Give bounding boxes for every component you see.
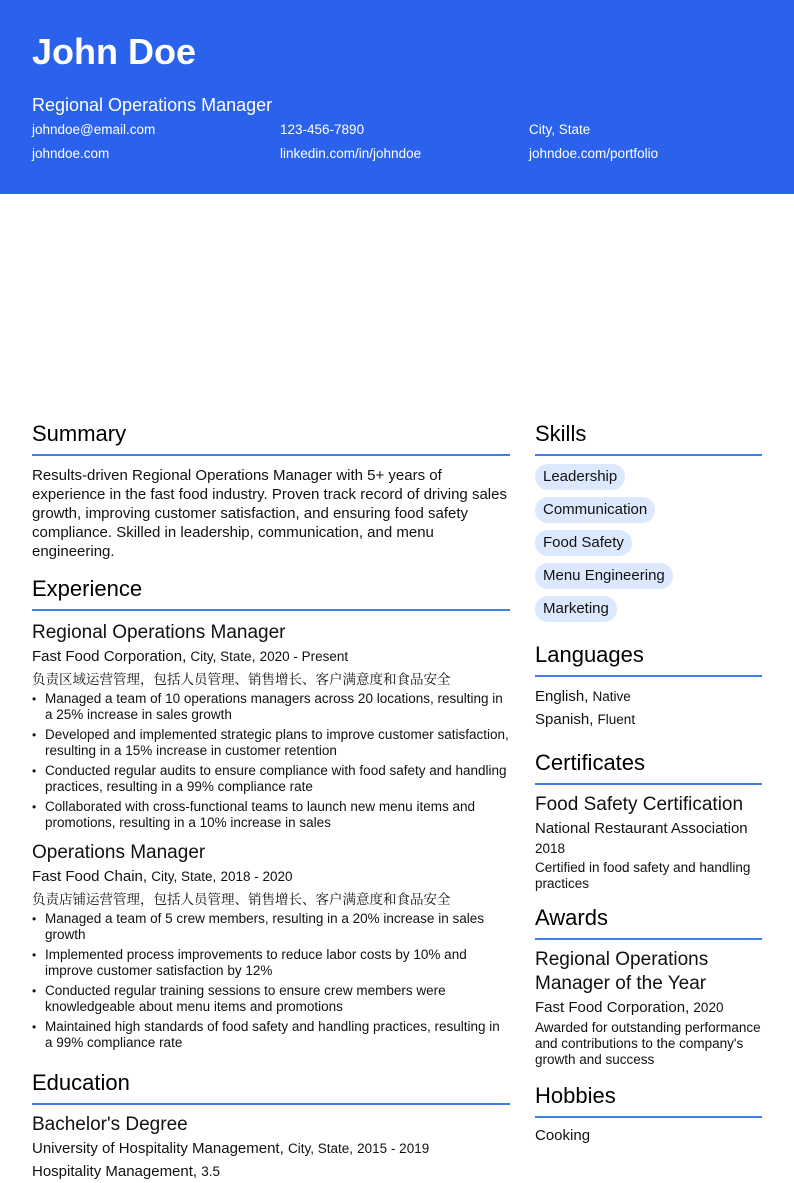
certificates-heading: Certificates — [535, 749, 762, 785]
certificate-name: Food Safety Certification — [535, 794, 744, 815]
award-issuer: Fast Food Corporation, — [535, 999, 690, 1016]
certificate-issuer: National Restaurant Association — [535, 820, 748, 837]
language-name: Spanish, — [535, 711, 594, 728]
job-bullet: • Maintained high standards of food safety and handling practices, resulting in a 99% compliance rate — [45, 1019, 510, 1051]
job-role: Regional Operations Manager — [32, 622, 286, 643]
summary-text: Results-driven Regional Operations Manager with 5+ years of experience in the fast food industry. Proven track record of driving sales growth, improving customer satisfaction, and ensuring food safety compliance. Skilled in leadership, communication, and menu engineering. — [32, 467, 507, 560]
certificate-description: Certified in food safety and handling practices — [535, 860, 751, 891]
job-bullet: • Conducted regular audits to ensure compliance with food safety and handling practices, resulting in a 99% compliance rate — [45, 763, 510, 795]
job-bullets — [32, 911, 510, 1051]
certificate-year: 2018 — [535, 841, 566, 856]
award-year: 2020 — [693, 1000, 724, 1015]
education-field-line — [32, 1160, 510, 1183]
contact-location: City, State — [529, 122, 591, 137]
contact-portfolio[interactable]: johndoe.com/portfolio — [529, 146, 659, 161]
job-bullet: • Conducted regular training sessions to ensure crew members were knowledgeable about menu items and promotions — [45, 983, 510, 1015]
awards-section — [535, 904, 762, 1068]
job-dates: 2018 - 2020 — [220, 869, 293, 884]
candidate-name: John Doe — [32, 31, 197, 72]
job-bullet: • Developed and implemented strategic plans to improve customer satisfaction, resulting in a 15% increase in customer retention — [45, 727, 510, 759]
certificates-section — [535, 749, 762, 892]
education-gpa: 3.5 — [201, 1164, 221, 1179]
job-bullet: • Implemented process improvements to reduce labor costs by 10% and improve customer satisfaction by 12% — [45, 947, 510, 979]
award-meta — [535, 998, 762, 1018]
contact-email[interactable]: johndoe@email.com — [32, 122, 156, 137]
job-location: City, State, — [190, 649, 256, 664]
language-item — [535, 685, 762, 708]
language-name: English, — [535, 688, 589, 705]
education-school-line — [32, 1137, 510, 1160]
summary-heading: Summary — [32, 420, 510, 456]
job-meta — [32, 867, 510, 887]
left-column — [32, 420, 510, 1183]
skill-chip: Marketing — [535, 596, 617, 622]
job-description: 负责店铺运营管理，包括人员管理、销售增长、客户满意度和食品安全 — [32, 892, 451, 907]
award-name: Regional Operations Manager of the Year — [535, 949, 709, 994]
education-field: Hospitality Management, — [32, 1163, 198, 1180]
education-heading: Education — [32, 1069, 510, 1105]
job-company: Fast Food Chain, — [32, 868, 148, 885]
right-column — [535, 420, 762, 1146]
job-entry — [32, 841, 510, 1051]
candidate-title: Regional Operations Manager — [32, 95, 273, 115]
skills-section — [535, 420, 762, 622]
awards-heading: Awards — [535, 904, 762, 940]
language-level: Fluent — [597, 712, 636, 727]
award-description: Awarded for outstanding performance and contributions to the company's growth and success — [535, 1020, 761, 1067]
experience-heading: Experience — [32, 575, 510, 611]
job-bullets — [32, 691, 510, 831]
skill-chip: Menu Engineering — [535, 563, 673, 589]
skills-heading: Skills — [535, 420, 762, 456]
language-level: Native — [592, 689, 631, 704]
education-school: University of Hospitality Management, — [32, 1140, 284, 1157]
job-bullet: • Collaborated with cross-functional teams to launch new menu items and promotions, resulting in a 10% increase in sales — [45, 799, 510, 831]
language-item — [535, 708, 762, 731]
education-location: City, State, — [287, 1141, 353, 1156]
languages-section — [535, 641, 762, 731]
summary-section — [32, 420, 510, 561]
contact-linkedin[interactable]: linkedin.com/in/johndoe — [280, 146, 422, 161]
resume-header — [0, 0, 794, 194]
job-meta — [32, 647, 510, 667]
job-entry — [32, 621, 510, 831]
job-bullet: • Managed a team of 5 crew members, resulting in a 20% increase in sales growth — [45, 911, 510, 943]
hobbies-section — [535, 1082, 762, 1146]
contact-phone[interactable]: 123-456-7890 — [280, 122, 365, 137]
job-bullet: • Managed a team of 10 operations managers across 20 locations, resulting in a 25% increase in sales growth — [45, 691, 510, 723]
skill-chip: Leadership — [535, 464, 625, 490]
languages-heading: Languages — [535, 641, 762, 677]
job-description: 负责区域运营管理，包括人员管理、销售增长、客户满意度和食品安全 — [32, 672, 451, 687]
skill-list — [535, 464, 762, 622]
job-location: City, State, — [151, 869, 217, 884]
job-company: Fast Food Corporation, — [32, 648, 187, 665]
contact-website[interactable]: johndoe.com — [32, 146, 110, 161]
education-section — [32, 1069, 510, 1183]
hobbies-heading: Hobbies — [535, 1082, 762, 1118]
job-dates: 2020 - Present — [259, 649, 349, 664]
experience-section — [32, 575, 510, 1051]
education-dates: 2015 - 2019 — [357, 1141, 430, 1156]
skill-chip: Communication — [535, 497, 655, 523]
education-degree: Bachelor's Degree — [32, 1114, 188, 1135]
hobby-item: Cooking — [535, 1127, 591, 1144]
skill-chip: Food Safety — [535, 530, 632, 556]
job-role: Operations Manager — [32, 842, 206, 863]
